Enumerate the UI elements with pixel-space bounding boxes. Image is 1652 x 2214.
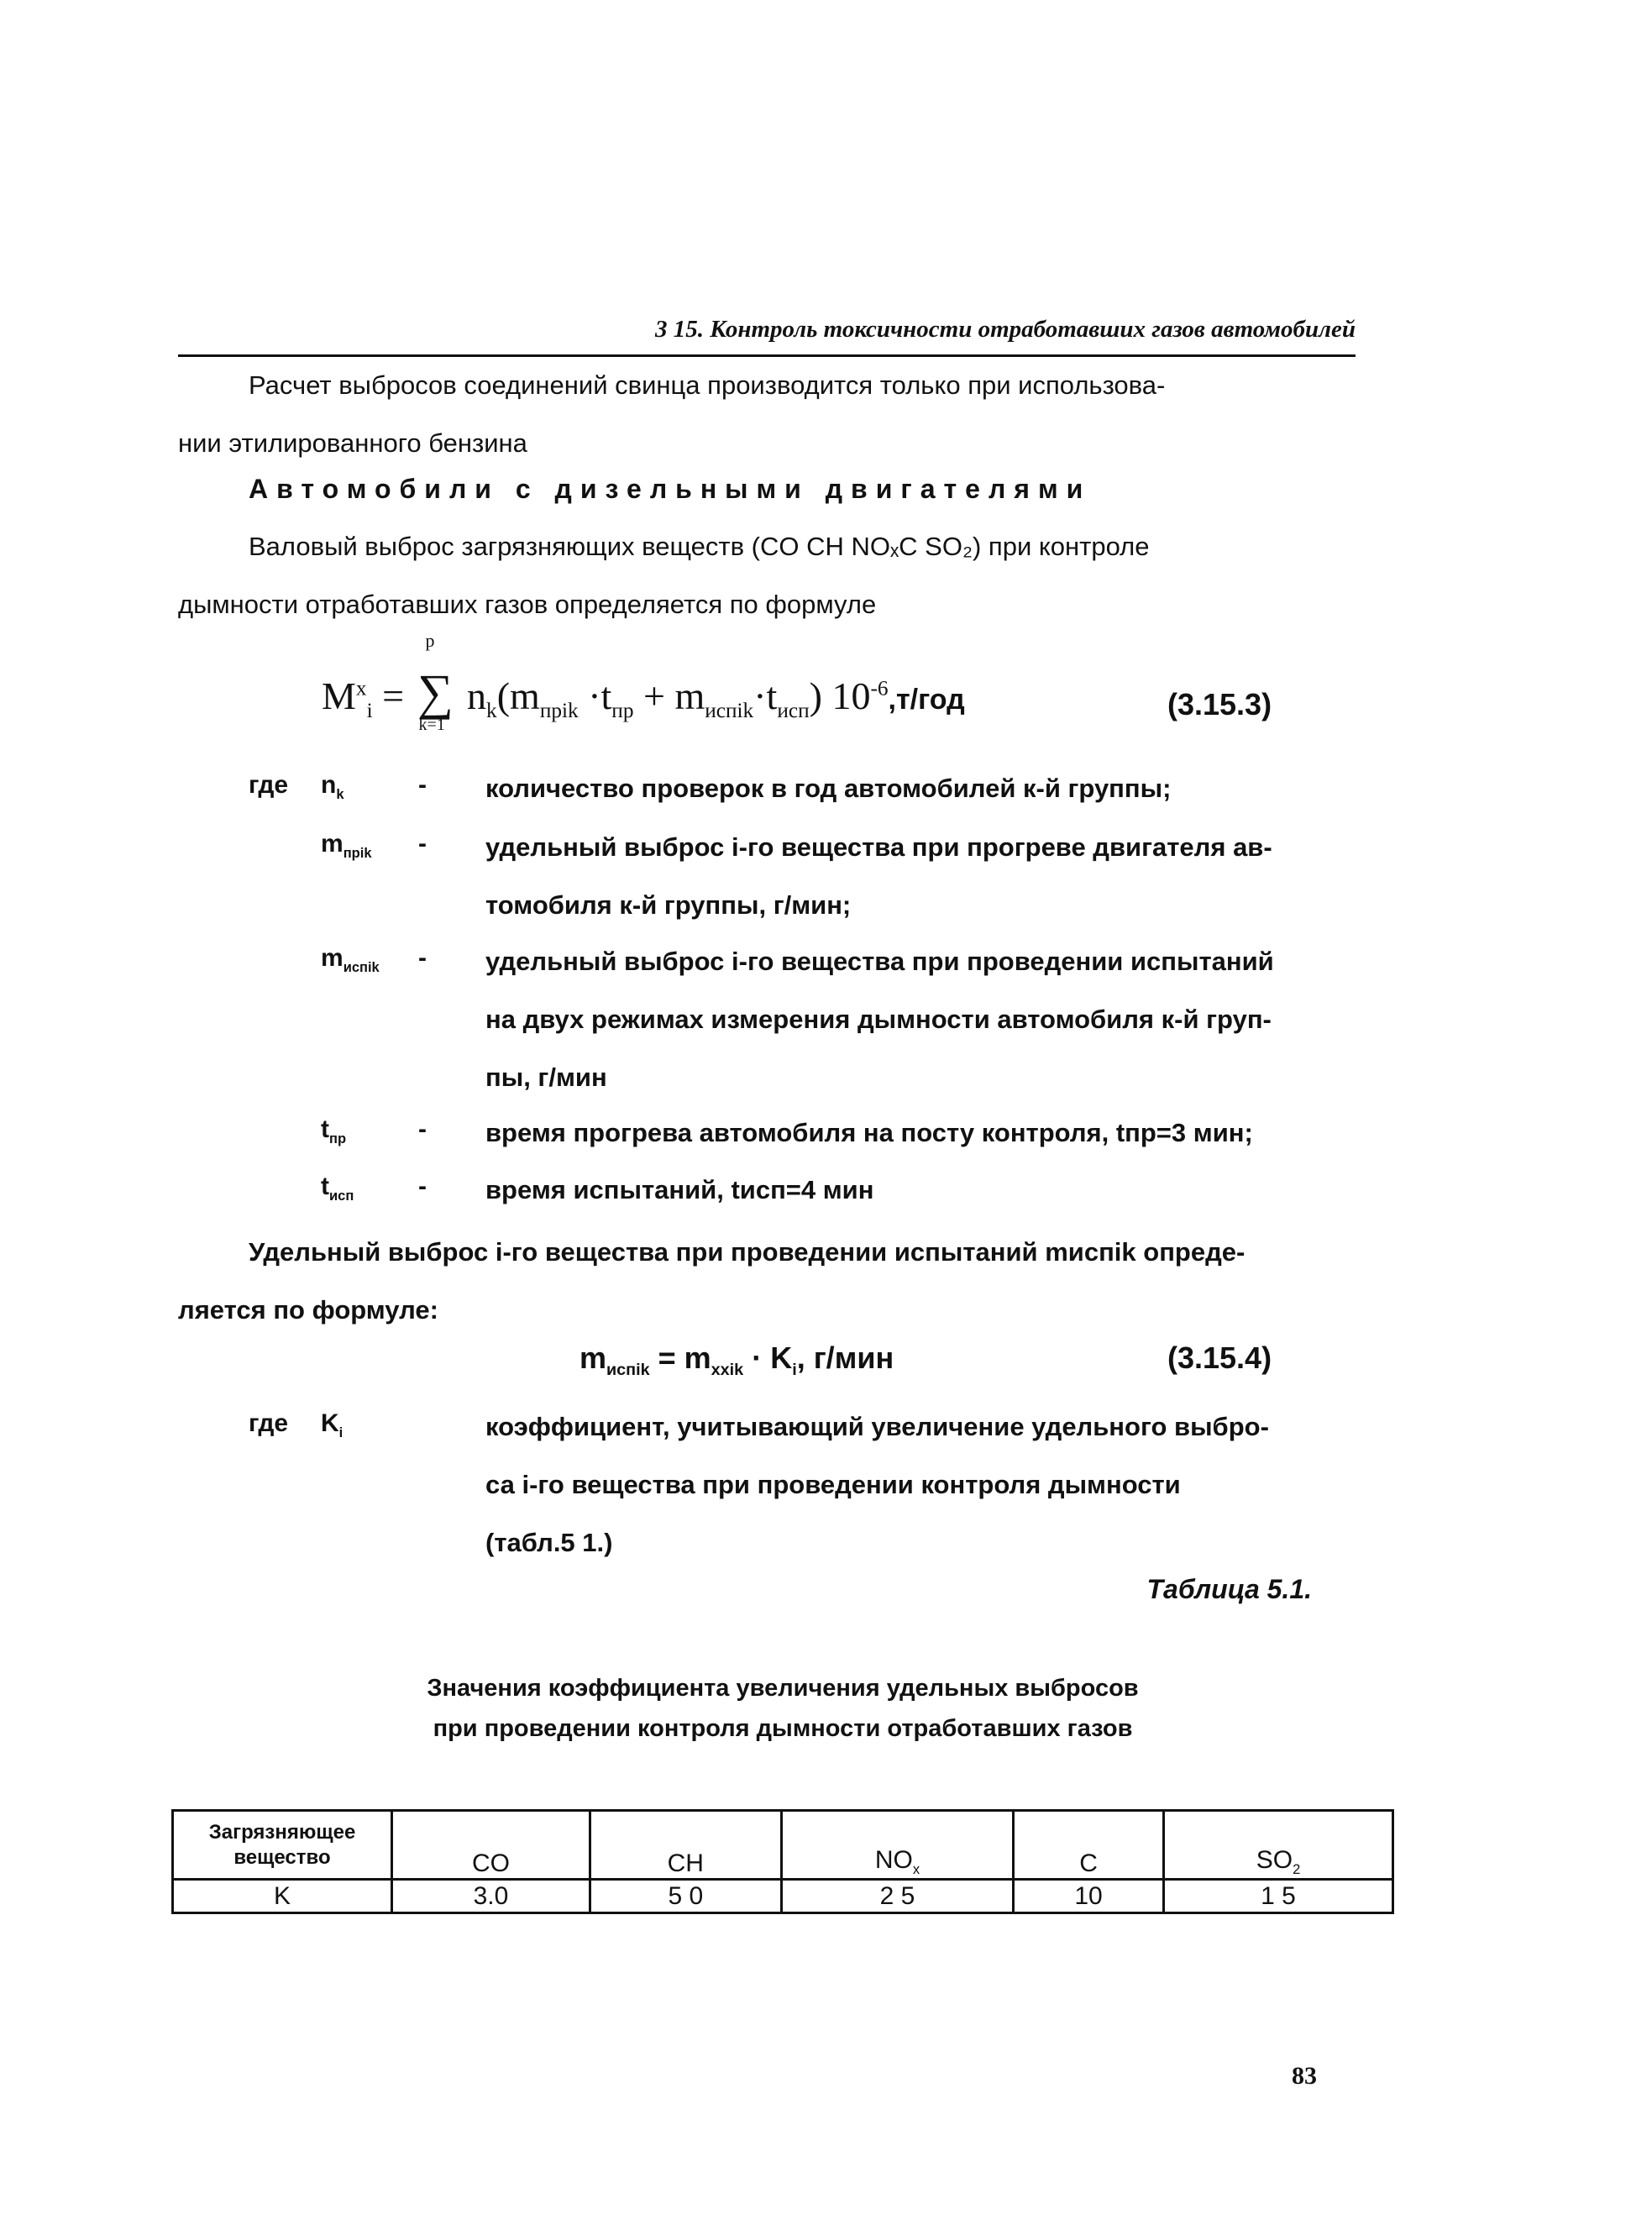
dash: - bbox=[418, 944, 427, 972]
table-header-substance: Загрязняющее вещество bbox=[173, 1811, 392, 1880]
table-caption: Таблица 5.1. bbox=[1146, 1574, 1312, 1604]
sum-sign: p ∑ k=1 bbox=[417, 630, 454, 734]
symbol-m-isp: $m_{испik}$ bbox=[321, 944, 380, 975]
table-cell: 3.0 bbox=[392, 1880, 590, 1913]
table-header-c: C bbox=[1014, 1811, 1164, 1880]
definition-ki: коэффициент, учитывающий увеличение удельного выбро- са i-го вещества при проведении контроля дымности (табл.5 1.) bbox=[485, 1412, 1269, 1557]
equation-number-3-15-4: (3.15.4) bbox=[1167, 1340, 1272, 1375]
table-cell: 5 0 bbox=[590, 1880, 781, 1913]
table-row bbox=[173, 1880, 1393, 1913]
table-cell: 2 5 bbox=[781, 1880, 1013, 1913]
formula-3-15-3: $M^x_i$ = p ∑ k=1 $n_k(m_{прik} \cdot t_{пр} + m_{испik}\cdot t_{исп})$ $10^{-6},т$/год bbox=[322, 630, 965, 734]
symbol-m-pr: $m_{прik}$ bbox=[321, 830, 372, 861]
para2-line1: Валовый выброс загрязняющих веществ (CO CH NOₓC SO₂) при контроле bbox=[249, 532, 1150, 561]
dash: - bbox=[418, 1115, 427, 1143]
table-title: Значения коэффициента увеличения удельных выбросов при проведении контроля дымности отработавших газов bbox=[427, 1675, 1139, 1742]
table-header-ch: CH bbox=[590, 1811, 781, 1880]
table-cell: 1 5 bbox=[1163, 1880, 1392, 1913]
equation-number-3-15-3: (3.15.3) bbox=[1167, 687, 1272, 721]
para2-line2: дымности отработавших газов определяется по формуле bbox=[178, 590, 877, 619]
formula-3-15-4: $m_{испik} = m_{xxik} \cdot K_i$, г/мин bbox=[580, 1340, 894, 1380]
formula-lhs: M bbox=[322, 674, 356, 717]
symbol-nk: $n_k$ bbox=[321, 771, 344, 802]
table-cell: 10 bbox=[1014, 1880, 1164, 1913]
definition-t-pr: время прогрева автомобиля на посту контроля, tпр=3 мин; bbox=[485, 1118, 1253, 1147]
symbol-t-pr: $t_{пр}$ bbox=[321, 1115, 347, 1146]
symbol-t-isp: $t_{исп}$ bbox=[321, 1173, 354, 1204]
para1-line1: Расчет выбросов соединений свинца производится только при использова- bbox=[249, 370, 1166, 400]
definition-nk: количество проверок в год автомобилей к-й группы; bbox=[485, 774, 1172, 803]
para1-line2: нии этилированного бензина bbox=[178, 428, 527, 458]
dash: - bbox=[418, 771, 427, 799]
dash: - bbox=[418, 830, 427, 858]
table-header-so2: $SO_2$ bbox=[1163, 1811, 1392, 1880]
definition-m-pr: удельный выброс i-го вещества при прогреве двигателя ав- томобиля к-й группы, г/мин; bbox=[485, 832, 1272, 920]
paragraph-specific-emission bbox=[178, 1223, 1312, 1339]
paragraph-lead-calc bbox=[178, 356, 1312, 472]
coefficient-table bbox=[171, 1809, 1394, 1914]
definition-t-isp: время испытаний, tисп=4 мин bbox=[485, 1175, 874, 1204]
para3-line2: ляется по формуле: bbox=[178, 1295, 438, 1325]
symbol-ki: $K_i$ bbox=[321, 1409, 344, 1440]
section-heading: Автомобили с дизельными двигателями bbox=[249, 474, 1092, 504]
table-row-label: K bbox=[173, 1880, 392, 1913]
where-label: где bbox=[249, 771, 289, 799]
dash: - bbox=[418, 1173, 427, 1200]
table-header-row bbox=[173, 1811, 1393, 1880]
paragraph-diesel bbox=[178, 517, 1312, 633]
page-number: 83 bbox=[1292, 2062, 1317, 2090]
running-head: 3 15. Контроль токсичности отработавших газов автомобилей bbox=[655, 316, 1356, 343]
para3-line1: Удельный выброс i-го вещества при проведении испытаний mиспik опреде- bbox=[249, 1237, 1246, 1267]
table-header-co: CO bbox=[392, 1811, 590, 1880]
table-header-nox: $NO_x$ bbox=[781, 1811, 1013, 1880]
definition-m-isp: удельный выброс i-го вещества при проведении испытаний на двух режимах измерения дымности автомобиля к-й груп- пы, г/мин bbox=[485, 947, 1274, 1092]
where-label-2: где bbox=[249, 1409, 289, 1437]
